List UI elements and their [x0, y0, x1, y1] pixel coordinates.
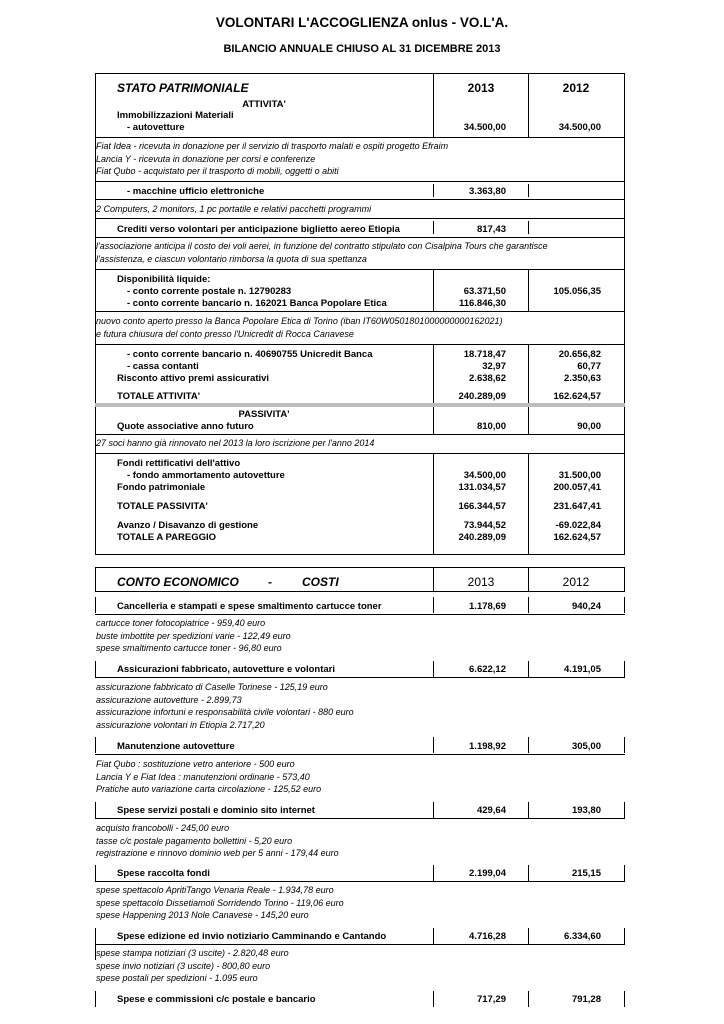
- autovetture-2013: 34.500,00: [463, 122, 506, 133]
- costo-label: Cancelleria e stampati e spese smaltimento cartucce toner: [117, 601, 382, 612]
- totale-attivita-label: TOTALE ATTIVITA': [117, 391, 200, 402]
- costo-2012: 940,24: [571, 601, 601, 612]
- risconto-2012: 2.350,63: [564, 373, 601, 384]
- costo-note: tasse c/c postale pagamento bollettini - 5,20 euro: [96, 836, 293, 846]
- postale-2012: 105.056,35: [553, 286, 601, 297]
- etica-note-2: e futura chiusura del conto presso l'Unicredit di Rocca Canavese: [96, 329, 354, 339]
- unicredit-label: - conto corrente bancario n. 40690755 Unicredit Banca: [127, 349, 373, 360]
- costo-note: assicurazione fabbricato di Caselle Torinese - 125,19 euro: [96, 682, 328, 692]
- pareggio-2012: 162.624,57: [553, 532, 601, 543]
- costo-2012: 791,28: [571, 994, 601, 1005]
- costo-2012: 6.334,60: [564, 931, 601, 942]
- fondo-patr-2013: 131.034,57: [458, 482, 506, 493]
- costo-2012: 193,80: [571, 805, 601, 816]
- conto-year-2013: 2013: [467, 575, 495, 589]
- macchine-label: - macchine ufficio elettroniche: [127, 186, 265, 197]
- totale-attivita-2013: 240.289,09: [458, 391, 506, 402]
- costo-note: spese invio notiziari (3 uscite) - 800,80 euro: [96, 961, 271, 971]
- stato-heading: STATO PATRIMONIALE: [117, 81, 249, 95]
- quote-2013: 810,00: [476, 421, 506, 432]
- fondo-patr-label: Fondo patrimoniale: [117, 482, 206, 493]
- costo-note: acquisto francobolli - 245,00 euro: [96, 823, 230, 833]
- fondi-label: Fondi rettificativi dell'attivo: [117, 458, 241, 469]
- crediti-note-2: l'assistenza, e ciascun volontario rimborsa la quota di sua spettanza: [96, 254, 367, 264]
- etica-2013: 116.846,30: [458, 298, 506, 309]
- stato-year-2013: 2013: [467, 81, 495, 95]
- unicredit-2012: 20.656,82: [558, 349, 601, 360]
- pareggio-label: TOTALE A PAREGGIO: [117, 532, 217, 543]
- costo-2013: 4.716,28: [469, 931, 506, 942]
- passivita-label: PASSIVITA': [238, 409, 290, 420]
- avanzo-label: Avanzo / Disavanzo di gestione: [117, 520, 259, 531]
- quote-note: 27 soci hanno già rinnovato nel 2013 la loro iscrizione per l'anno 2014: [96, 438, 375, 448]
- fondo-amm-label: - fondo ammortamento autovetture: [127, 470, 285, 481]
- disponibilita-label: Disponibilità liquide:: [117, 274, 211, 285]
- fondo-amm-2013: 34.500,00: [463, 470, 506, 481]
- auto-note-3: Fiat Qubo - acquistato per il trasporto di mobili, oggetti o abiti: [96, 166, 339, 176]
- cassa-label: - cassa contanti: [127, 361, 199, 372]
- costo-note: Pratiche auto variazione carta circolazione - 125,52 euro: [96, 784, 322, 794]
- costo-label: Manutenzione autovetture: [117, 741, 235, 752]
- cassa-2013: 32,97: [482, 361, 506, 372]
- avanzo-2013: 73.944,52: [463, 520, 506, 531]
- crediti-label: Crediti verso volontari per anticipazione biglietto aereo Etiopia: [117, 224, 400, 235]
- stato-year-2012: 2012: [562, 81, 590, 95]
- unicredit-2013: 18.718,47: [463, 349, 506, 360]
- costo-2013: 6.622,12: [469, 664, 506, 675]
- costo-label: Spese servizi postali e dominio sito internet: [117, 805, 315, 816]
- costo-label: Assicurazioni fabbricato, autovetture e volontari: [117, 664, 336, 675]
- conto-heading-dash: -: [268, 575, 272, 589]
- costo-note: assicurazione autovetture - 2.899,73: [96, 695, 242, 705]
- costo-2013: 717,29: [476, 994, 506, 1005]
- totale-attivita-2012: 162.624,57: [553, 391, 601, 402]
- costo-2013: 429,64: [476, 805, 506, 816]
- quote-label: Quote associative anno futuro: [117, 421, 254, 432]
- costo-note: Lancia Y e Fiat Idea : manutenzioni ordinarie - 573,40: [96, 772, 310, 782]
- risconto-label: Risconto attivo premi assicurativi: [117, 373, 270, 384]
- costo-note: cartucce toner fotocopiatrice - 959,40 euro: [96, 618, 266, 628]
- autovetture-label: - autovetture: [127, 122, 185, 133]
- costo-2012: 4.191,05: [564, 664, 601, 675]
- quote-2012: 90,00: [577, 421, 601, 432]
- fondo-patr-2012: 200.057,41: [553, 482, 601, 493]
- costo-note: registrazione e rinnovo dominio web per 5 anni - 179,44 euro: [96, 848, 339, 858]
- costo-note: buste imbottite per spedizioni varie - 122,49 euro: [96, 631, 291, 641]
- etica-label: - conto corrente bancario n. 162021 Banca Popolare Etica: [127, 298, 387, 309]
- costo-note: spese Happening 2013 Nole Canavese - 145,20 euro: [96, 910, 309, 920]
- costo-label: Spese raccolta fondi: [117, 868, 210, 879]
- conto-heading-costi: COSTI: [302, 575, 339, 589]
- document-subtitle: BILANCIO ANNUALE CHIUSO AL 31 DICEMBRE 2013: [223, 43, 501, 55]
- costo-note: assicurazione volontari in Etiopia 2.717,20: [96, 720, 265, 730]
- costo-2012: 305,00: [571, 741, 601, 752]
- macchine-note: 2 Computers, 2 monitors, 1 pc portatile e relativi pacchetti programmi: [96, 204, 372, 214]
- conto-heading: CONTO ECONOMICO: [117, 575, 239, 589]
- postale-label: - conto corrente postale n. 12790283: [127, 286, 292, 297]
- conto-year-2012: 2012: [562, 575, 590, 589]
- costo-note: Fiat Qubo : sostituzione vetro anteriore - 500 euro: [96, 759, 295, 769]
- avanzo-2012: -69.022,84: [555, 520, 601, 531]
- postale-2013: 63.371,50: [463, 286, 506, 297]
- costo-2013: 2.199,04: [469, 868, 506, 879]
- totale-passivita-2012: 231.647,41: [553, 501, 601, 512]
- costo-label: Spese edizione ed invio notiziario Camminando e Cantando: [117, 931, 387, 942]
- autovetture-2012: 34.500,00: [558, 122, 601, 133]
- costo-2013: 1.198,92: [469, 741, 506, 752]
- costo-2013: 1.178,69: [469, 601, 506, 612]
- costo-note: spese postali per spedizioni - 1.095 euro: [96, 973, 258, 983]
- totale-passivita-2013: 166.344,57: [458, 501, 506, 512]
- document-title: VOLONTARI L'ACCOGLIENZA onlus - VO.L'A.: [215, 15, 509, 30]
- section-divider: [95, 403, 625, 407]
- costo-note: spese spettacolo Dissetiamoli Sorridendo Torino - 119,06 euro: [96, 898, 344, 908]
- etica-note-1: nuovo conto aperto presso la Banca Popolare Etica di Torino (iban IT60W0501801000000000162021): [96, 316, 503, 326]
- fondo-amm-2012: 31.500,00: [558, 470, 601, 481]
- risconto-2013: 2.638,62: [469, 373, 506, 384]
- auto-note-2: Lancia Y - ricevuta in donazione per corsi e conferenze: [96, 154, 316, 164]
- costo-note: spese smaltimento cartucce toner - 96,80 euro: [96, 643, 282, 653]
- cassa-2012: 60,77: [577, 361, 601, 372]
- costo-2012: 215,15: [571, 868, 601, 879]
- totale-passivita-label: TOTALE PASSIVITA': [117, 501, 208, 512]
- costo-note: assicurazione infortuni e responsabilità civile volontari - 880 euro: [96, 707, 354, 717]
- costo-note: spese stampa notiziari (3 uscite) - 2.820,48 euro: [96, 948, 289, 958]
- costo-note: spese spettacolo ApritiTango Venaria Reale - 1.934,78 euro: [96, 885, 334, 895]
- crediti-note-1: l'associazione anticipa il costo dei voli aerei, in funzione del contratto stipulato con Cisalpina Tours che garantisce: [96, 241, 548, 251]
- pareggio-2013: 240.289,09: [458, 532, 506, 543]
- immobilizzazioni-label: Immobilizzazioni Materiali: [117, 110, 234, 121]
- attivita-label: ATTIVITA': [242, 99, 286, 110]
- macchine-2013: 3.363,80: [469, 186, 506, 197]
- crediti-2013: 817,43: [476, 224, 506, 235]
- auto-note-1: Fiat Idea - ricevuta in donazione per il servizio di trasporto malati e ospiti progetto Efraim: [96, 141, 449, 151]
- costo-label: Spese e commissioni c/c postale e bancario: [117, 994, 316, 1005]
